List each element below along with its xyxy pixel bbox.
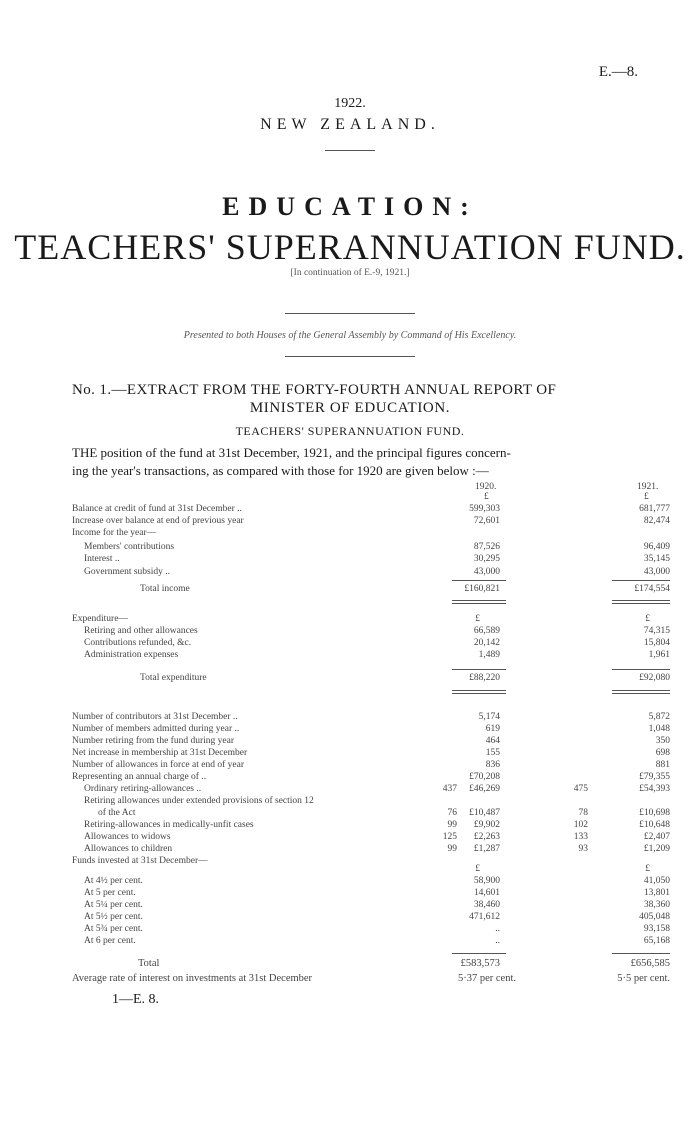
- row-label: Administration expenses: [84, 650, 179, 660]
- table-row: [0, 542, 700, 554]
- value-1921: 65,168: [643, 936, 670, 946]
- unit-1921: £: [645, 864, 650, 874]
- section-heading: No. 1.—EXTRACT FROM THE FORTY-FOURTH ANNUAL REPORT OF: [72, 382, 557, 398]
- total-expenditure-row: [0, 673, 700, 685]
- value-1921: £92,080: [639, 673, 670, 683]
- row-label: Net increase in membership at 31st December: [72, 748, 248, 758]
- value-1921: £54,393: [639, 784, 670, 794]
- table-row: [0, 808, 700, 820]
- table-row: [0, 876, 700, 888]
- value-1920: 38,460: [473, 900, 500, 910]
- value-1920: 43,000: [473, 567, 500, 577]
- count-1920: 125: [442, 832, 457, 842]
- table-row: [0, 784, 700, 796]
- table-row: [0, 888, 700, 900]
- value-1921: 13,801: [643, 888, 670, 898]
- sum-rule: [612, 669, 670, 670]
- table-row: [0, 796, 700, 808]
- table-row: [0, 712, 700, 724]
- country: NEW ZEALAND.: [260, 116, 440, 133]
- table-row: [0, 772, 700, 784]
- count-1920: 99: [447, 844, 457, 854]
- row-label: At 5¼ per cent.: [84, 900, 143, 910]
- count-1921: 475: [573, 784, 588, 794]
- table-row: [0, 626, 700, 638]
- sum-rule: [452, 693, 506, 694]
- sum-rule: [612, 580, 670, 581]
- sum-rule: [612, 693, 670, 694]
- table-row: [0, 864, 700, 876]
- value-1921: 5,872: [648, 712, 670, 722]
- value-1921: £1,209: [643, 844, 670, 854]
- value-1921: £79,355: [639, 772, 670, 782]
- funds-label: Funds invested at 31st December—: [72, 856, 208, 866]
- sum-rule: [452, 690, 506, 691]
- average-rate-row: [0, 973, 700, 985]
- row-label: Allowances to widows: [84, 832, 171, 842]
- row-label: Balance at credit of fund at 31st December ..: [72, 504, 242, 514]
- value-1921: 681,777: [639, 504, 670, 514]
- value-1920: 155: [485, 748, 500, 758]
- value-1920: 1,489: [478, 650, 500, 660]
- value-1920: 5·37 per cent.: [457, 973, 516, 984]
- value-1921: 96,409: [643, 542, 670, 552]
- count-1920: 76: [447, 808, 457, 818]
- value-1921: 1,048: [648, 724, 670, 734]
- total-income-label: Total income: [140, 584, 190, 594]
- sum-rule: [612, 600, 670, 601]
- value-1921: 43,000: [643, 567, 670, 577]
- value-1921: 74,315: [643, 626, 670, 636]
- unit-1920: £: [475, 614, 480, 624]
- document-subtitle: TEACHERS' SUPERANNUATION FUND.: [14, 227, 686, 267]
- row-label: Number retiring from the fund during year: [72, 736, 234, 746]
- section-heading-line2: MINISTER OF EDUCATION.: [249, 400, 451, 416]
- count-1921: 93: [578, 844, 588, 854]
- row-label: Number of contributors at 31st December ..: [72, 712, 238, 722]
- row-label: Income for the year—: [72, 528, 157, 538]
- table-row: [0, 924, 700, 936]
- table-row: [0, 567, 700, 579]
- table-row: [0, 844, 700, 856]
- unit-1921: £: [644, 492, 649, 502]
- row-label: At 4½ per cent.: [84, 876, 143, 886]
- table-row: [0, 528, 700, 540]
- value-1921: £10,698: [639, 808, 670, 818]
- table-row: [0, 504, 700, 516]
- row-label: Number of members admitted during year ..: [72, 724, 240, 734]
- column-header-1921: 1921.: [637, 482, 659, 492]
- unit-1920: £: [475, 864, 480, 874]
- value-1920: £46,269: [469, 784, 500, 794]
- section-subheading: TEACHERS' SUPERANNUATION FUND.: [235, 424, 465, 438]
- row-label: Number of allowances in force at end of year: [72, 760, 244, 770]
- row-label: Increase over balance at end of previous year: [72, 516, 244, 526]
- unit-1920: £: [484, 492, 489, 502]
- table-row: [0, 516, 700, 528]
- row-label: At 5½ per cent.: [84, 912, 143, 922]
- total-expenditure-label: Total expenditure: [140, 673, 207, 683]
- table-row: [0, 820, 700, 832]
- value-1920: 619: [485, 724, 500, 734]
- page-signature: 1—E. 8.: [112, 992, 160, 1007]
- row-label: At 5 per cent.: [84, 888, 136, 898]
- year: 1922.: [334, 96, 366, 111]
- row-label: At 5¾ per cent.: [84, 924, 143, 934]
- sum-rule: [612, 690, 670, 691]
- sum-rule: [452, 600, 506, 601]
- row-label: Government subsidy ..: [84, 567, 171, 577]
- row-label: of the Act: [98, 808, 136, 818]
- average-rate-label: Average rate of interest on investments at 31st December: [72, 973, 313, 984]
- table-row: [0, 724, 700, 736]
- value-1921: 1,961: [648, 650, 670, 660]
- sum-rule: [452, 603, 506, 604]
- count-1921: 78: [578, 808, 588, 818]
- value-1920: 72,601: [473, 516, 500, 526]
- value-1920: £2,263: [473, 832, 500, 842]
- value-1920: 58,900: [473, 876, 500, 886]
- value-1920: 464: [485, 736, 500, 746]
- continuation-note: [In continuation of E.-9, 1921.]: [290, 268, 410, 278]
- row-label: Retiring allowances under extended provisions of section 12: [84, 796, 314, 806]
- value-1921: 38,360: [643, 900, 670, 910]
- row-label: Retiring and other allowances: [84, 626, 198, 636]
- row-label: Allowances to children: [84, 844, 173, 854]
- sum-rule: [452, 669, 506, 670]
- value-1921: 698: [655, 748, 670, 758]
- row-label: Retiring-allowances in medically-unfit cases: [84, 820, 254, 830]
- divider: [285, 313, 415, 314]
- value-1920: 30,295: [473, 554, 500, 564]
- divider: [325, 150, 375, 151]
- value-1921: 82,474: [643, 516, 670, 526]
- total-label: Total: [138, 958, 160, 969]
- value-1921: 41,050: [643, 876, 670, 886]
- value-1921: £10,648: [639, 820, 670, 830]
- row-label: Ordinary retiring-allowances ..: [84, 784, 202, 794]
- value-1920: £10,487: [469, 808, 500, 818]
- table-row: [0, 832, 700, 844]
- value-1921: 93,158: [643, 924, 670, 934]
- presented-note: Presented to both Houses of the General Assembly by Command of His Excellency.: [183, 330, 517, 341]
- sum-rule: [612, 953, 670, 954]
- value-1920: 836: [485, 760, 500, 770]
- value-1921: 881: [655, 760, 670, 770]
- document-title: EDUCATION:: [222, 192, 478, 221]
- sum-rule: [452, 953, 506, 954]
- value-1921: 15,804: [643, 638, 670, 648]
- value-1920: £1,287: [473, 844, 500, 854]
- value-1920: 87,526: [473, 542, 500, 552]
- column-header-1920: 1920.: [475, 482, 497, 492]
- value-1920: 66,589: [473, 626, 500, 636]
- table-row: [0, 900, 700, 912]
- value-1920: £70,208: [469, 772, 500, 782]
- total-row: [0, 958, 700, 970]
- count-1921: 133: [573, 832, 588, 842]
- sum-rule: [452, 580, 506, 581]
- value-1920: 599,303: [469, 504, 500, 514]
- value-1920: £88,220: [469, 673, 500, 683]
- intro-paragraph: THE position of the fund at 31st December, 1921, and the principal figures concern-: [72, 445, 511, 460]
- row-label: Interest ..: [84, 554, 120, 564]
- page-reference: E.—8.: [598, 64, 638, 80]
- value-1920: £160,821: [464, 584, 500, 594]
- value-1921: 5·5 per cent.: [617, 973, 670, 984]
- value-1920: 14,601: [473, 888, 500, 898]
- value-1921: 350: [655, 736, 670, 746]
- value-1921: £174,554: [634, 584, 670, 594]
- table-row: [0, 748, 700, 760]
- value-1921: £2,407: [643, 832, 670, 842]
- divider: [285, 356, 415, 357]
- value-1920: £583,573: [460, 958, 500, 969]
- value-1920: ..: [495, 936, 500, 946]
- row-label: Members' contributions: [84, 542, 175, 552]
- value-1920: £9,902: [473, 820, 500, 830]
- value-1920: 5,174: [478, 712, 500, 722]
- expenditure-label: Expenditure—: [72, 614, 128, 624]
- count-1921: 102: [573, 820, 588, 830]
- table-row: [0, 912, 700, 924]
- table-row: [0, 650, 700, 662]
- intro-paragraph-2: ing the year's transactions, as compared with those for 1920 are given below :—: [72, 463, 489, 478]
- value-1921: £656,585: [630, 958, 670, 969]
- count-1920: 437: [442, 784, 457, 794]
- table-row: [0, 554, 700, 566]
- table-row: [0, 760, 700, 772]
- table-row: [0, 614, 700, 626]
- table-row: [0, 736, 700, 748]
- value-1921: 405,048: [639, 912, 670, 922]
- value-1920: 471,612: [469, 912, 500, 922]
- value-1920: ..: [495, 924, 500, 934]
- value-1920: 20,142: [473, 638, 500, 648]
- total-income-row: [0, 584, 700, 596]
- value-1921: 35,145: [643, 554, 670, 564]
- unit-1921: £: [645, 614, 650, 624]
- row-label: Representing an annual charge of ..: [72, 772, 207, 782]
- count-1920: 99: [447, 820, 457, 830]
- row-label: At 6 per cent.: [84, 936, 136, 946]
- table-row: [0, 638, 700, 650]
- table-row: [0, 936, 700, 948]
- sum-rule: [612, 603, 670, 604]
- row-label: Contributions refunded, &c.: [84, 638, 192, 648]
